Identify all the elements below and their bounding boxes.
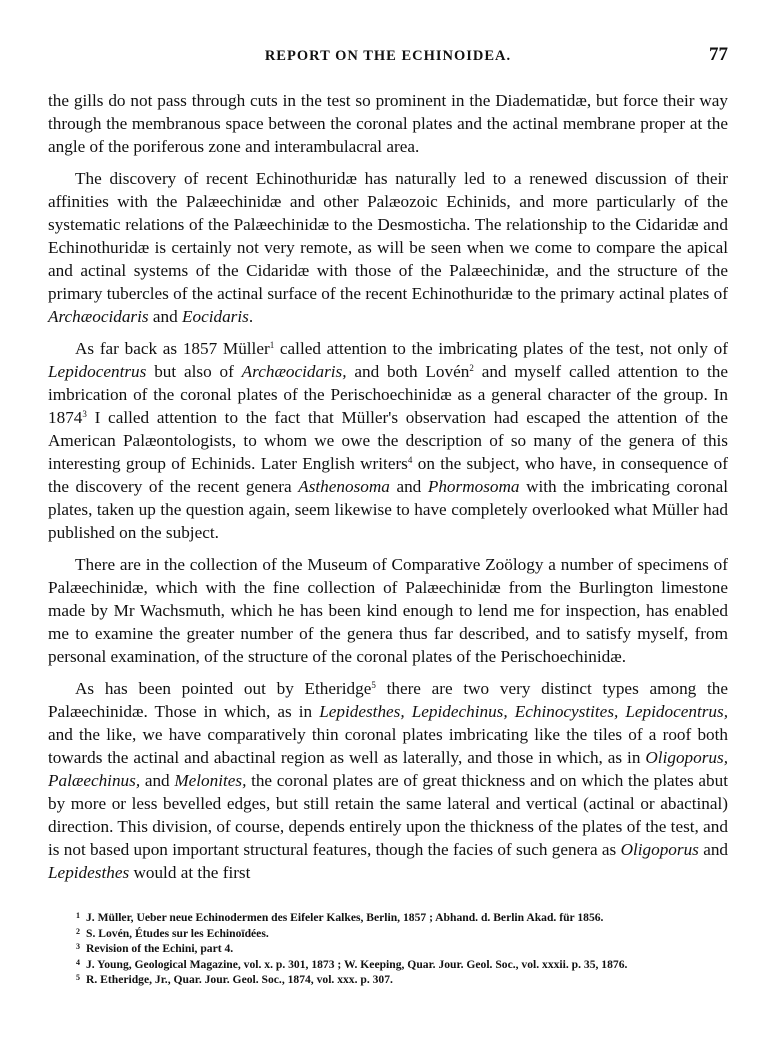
- genus-name: Archæocidaris: [48, 307, 149, 326]
- footnote: [48, 957, 728, 973]
- genus-name: Oligoporus: [620, 840, 699, 859]
- footnote-ref[interactable]: 4: [407, 455, 413, 465]
- genus-name: Melonites,: [174, 771, 247, 790]
- running-title: REPORT ON THE ECHINOIDEA.: [264, 48, 512, 64]
- footnote-mark: 2: [76, 926, 80, 936]
- genus-name: Archæocidaris,: [241, 362, 347, 381]
- paragraph-3: As far back as 1857 Müller$^1$ called attention to the imbricating plates of the test, not only of Lepidocentrus but also of Archæocidaris, and both Lovén$^2$ and myself called attention to the imbrication of the coronal plates of the Perischoechinidæ as a general character of the group. In 1874$^3$ I called attention to the fact that Müller's observation had escaped the attention of the American Palæontologists, to whom we owe the description of so many of the genera of this interesting group of Echinids. Later English writers$^4$ on the subject, who have, in consequence of the discovery of the recent genera Asthenosoma and Phormosoma with the imbricating coronal plates, taken up the question again, seem likewise to have completely overlooked what Müller had published on the subject.: [48, 339, 729, 542]
- footnote: [48, 972, 728, 988]
- footnote-ref[interactable]: 1: [269, 340, 275, 350]
- footnote-text: R. Etheridge, Jr., Quar. Jour. Geol. Soc., 1874, vol. xxx. p. 307.: [86, 973, 393, 987]
- footnote: [48, 926, 728, 942]
- genus-name: Lepidesthes, Lepidechinus, Echinocystites, Lepidocentrus,: [319, 702, 728, 721]
- footnote-text: J. Müller, Ueber neue Echinodermen des Eifeler Kalkes, Berlin, 1857 ; Abhand. d. Berlin Akad. für 1856.: [86, 911, 604, 924]
- genus-name: Oligoporus, Palæechinus,: [48, 748, 728, 790]
- page-header: [48, 44, 728, 72]
- footnotes: [48, 910, 728, 988]
- footnote-text: S. Lovén, Études sur les Echinoïdées.: [86, 926, 269, 940]
- footnote: [48, 910, 728, 926]
- footnote-ref[interactable]: 3: [82, 409, 87, 419]
- footnote: [48, 941, 728, 957]
- footnote-mark: 3: [76, 942, 80, 952]
- paragraph-2: The discovery of recent Echinothuridæ has naturally led to a renewed discussion of their affinities with the Palæechinidæ and other Palæozoic Echinids, and more particularly of the systematic relations of the Palæechinidæ to the Desmosticha. The relationship to the Cidaridæ and Echinothuridæ is certainly not very remote, as will be seen when we come to compare the apical and actinal systems of the Cidaridæ with those of the Palæechinidæ, and the structure of the primary tubercles of the actinal surface of the recent Echinothuridæ to the primary actinal plates of Archæocidaris and Eocidaris.: [48, 169, 728, 326]
- genus-name: Asthenosoma: [298, 477, 390, 496]
- footnote-text: J. Young, Geological Magazine, vol. x. p. 301, 1873 ; W. Keeping, Quar. Jour. Geol. Soc., vol. xxxii. p. 35, 1876.: [86, 957, 628, 971]
- footnote-text: Revision of the Echini, part 4.: [86, 942, 234, 956]
- genus-name: Phormosoma: [427, 477, 520, 496]
- page-number: 77: [709, 44, 728, 65]
- footnote-ref[interactable]: 2: [469, 363, 474, 373]
- genus-name: Eocidaris: [182, 307, 249, 326]
- paragraph-5: As has been pointed out by Etheridge$^5$ there are two very distinct types among the Palæechinidæ. Those in which, as in Lepidesthes, Lepidechinus, Echinocystites, Lepidocentrus, and the like, we have comparatively thin coronal plates imbricating like the tiles of a roof both towards the actinal and abactinal region as well as laterally, and those in which, as in Oligoporus, Palæechinus, and Melonites, the coronal plates are of great thickness and on which the plates abut by more or less bevelled edges, but still retain the same lateral and vertical (actinal or abactinal) direction. This division, of course, depends entirely upon the thickness of the plates of the test, and is not based upon important structural features, though the facies of such genera as Oligoporus and Lepidesthes would at the first: [48, 679, 729, 882]
- genus-name: Lepidesthes: [48, 863, 130, 882]
- body-text: [48, 89, 728, 893]
- footnote-mark: 5: [76, 973, 80, 983]
- footnote-mark: 1: [76, 911, 80, 920]
- genus-name: Lepidocentrus: [48, 362, 147, 381]
- footnote-mark: 4: [76, 957, 80, 967]
- paragraph-4: There are in the collection of the Museum of Comparative Zoölogy a number of specimens of Palæechinidæ, which with the fine collection of Palæechinidæ from the Burlington limestone made by Mr Wachsmuth, which he has been kind enough to lend me for inspection, has enabled me to examine the greater number of the genera thus far described, and to satisfy myself, from personal examination, of the structure of the coronal plates of the Perischoechinidæ.: [48, 555, 728, 666]
- footnote-ref[interactable]: 5: [371, 680, 376, 690]
- paragraph-1: the gills do not pass through cuts in the test so prominent in the Diadematidæ, but force their way through the membranous space between the coronal plates and the actinal membrane proper at the angle of the poriferous zone and interambulacral area.: [48, 91, 728, 156]
